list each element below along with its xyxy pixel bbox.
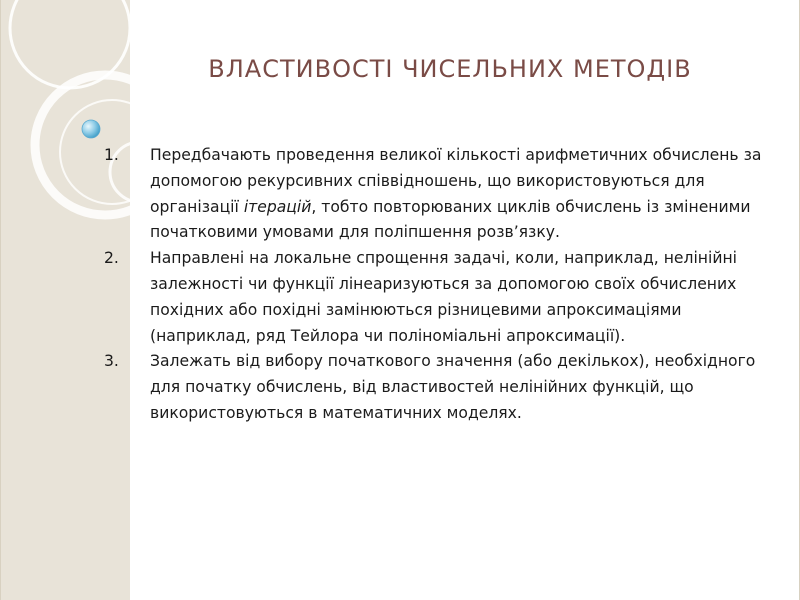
list-number: 3. [104, 352, 119, 371]
slide-content [104, 143, 770, 427]
blue-bubble-icon [82, 120, 100, 138]
list-number: 1. [104, 146, 119, 164]
list-text-part: Передбачають проведення великої кількості арифметичних обчислень за допомогою рекурсивних співвідношень, що використовуються для організації [150, 146, 762, 216]
list-item [104, 143, 770, 246]
list-text: Направлені на локальне спрощення задачі, коли, наприклад, нелінійні залежності чи функції лінеаризуються за допомогою своїх обчислених похідних або похідні замінюються різницевими апроксимаціями (наприклад, ряд Тейлора чи поліноміальні апроксимації). [150, 249, 737, 345]
list-item [104, 349, 770, 426]
list-text: Залежать від вибору початкового значення (або декількох), необхідного для початку обчислень, від властивостей нелінійних функцій, що використовуються в математичних моделях. [150, 352, 756, 422]
list-item [104, 246, 770, 349]
list-text-part: , тобто повторюваних циклів обчислень із зміненими початковими умовами для поліпшення розв’язку. [150, 197, 751, 242]
italic-term: ітерацій [243, 197, 312, 216]
slide-title: ВЛАСТИВОСТІ ЧИСЕЛЬНИХ МЕТОДІВ [208, 55, 692, 83]
list-text [150, 143, 770, 246]
list-number: 2. [104, 249, 119, 268]
numbered-list [104, 143, 770, 427]
